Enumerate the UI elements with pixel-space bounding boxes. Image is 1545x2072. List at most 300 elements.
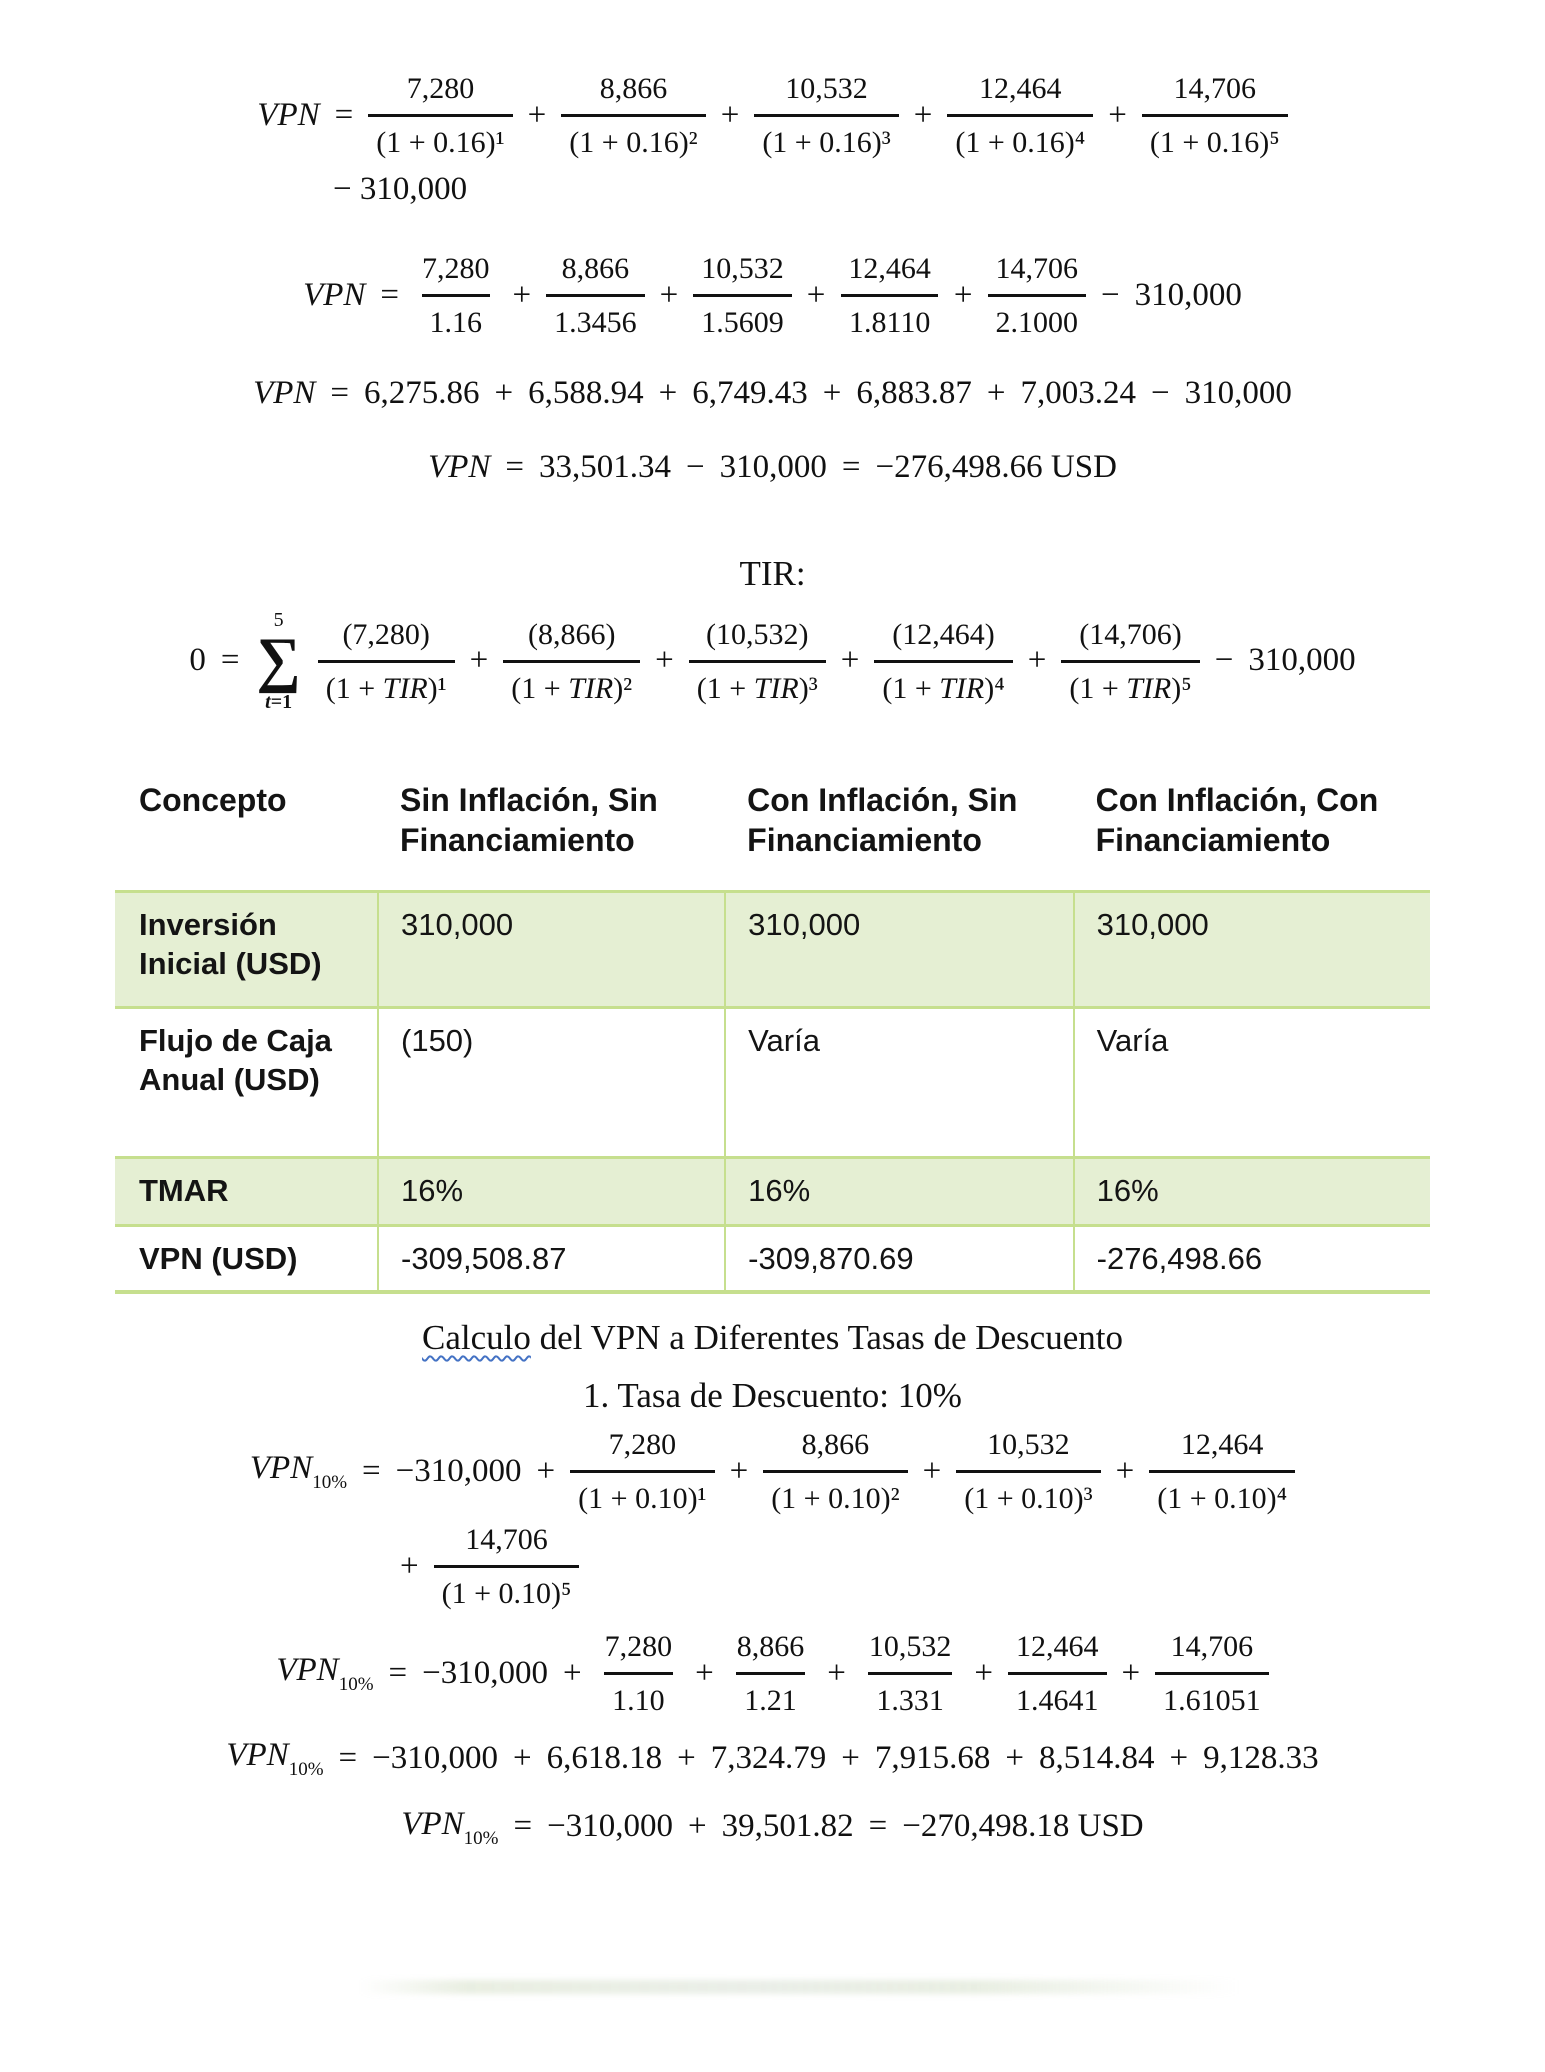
- equation-text: 7,280: [604, 1629, 673, 1663]
- fraction-denominator: [434, 1565, 580, 1610]
- equation-text: [372, 1738, 498, 1779]
- row-label-cell: TMAR: [115, 1158, 378, 1226]
- equation-text: [400, 1546, 419, 1587]
- equation-text: 10,532: [785, 72, 868, 105]
- equation-text: +: [695, 1654, 714, 1691]
- equation-variable: TIR: [753, 671, 799, 705]
- equation-text: +: [953, 277, 973, 314]
- equation-text: 310,000: [1184, 375, 1292, 412]
- equation-vpn10-fractions: [0, 1428, 1545, 1610]
- table-value-cell: (150): [378, 1008, 725, 1158]
- equation-text: −: [1214, 642, 1234, 679]
- equation-text: =: [868, 1808, 888, 1845]
- equation-text: [1122, 1653, 1141, 1694]
- equation-text: 7,324.79: [710, 1739, 827, 1776]
- variable-subscript: 10%: [312, 1472, 348, 1494]
- equation-text: 7,003.24: [1020, 375, 1137, 412]
- equation-text: 8,866: [599, 72, 668, 105]
- equation-text: [730, 1451, 749, 1492]
- equation-text: [303, 275, 365, 316]
- fraction: [956, 1428, 1100, 1515]
- table-value-cell: Varía: [1074, 1008, 1430, 1158]
- fraction: [1008, 1630, 1107, 1717]
- equation-line: [0, 1735, 1545, 1782]
- equation-text: =: [513, 1808, 533, 1845]
- table-value-cell: 16%: [725, 1158, 1073, 1226]
- equation-text: [876, 447, 1117, 488]
- equation-line: [0, 1523, 1545, 1610]
- equation-text: [722, 1806, 854, 1847]
- equation-text: −310,000: [372, 1739, 499, 1776]
- equation-vpn16-fractions: [0, 72, 1545, 210]
- equation-text: =: [380, 277, 400, 314]
- fraction: [1155, 1630, 1269, 1717]
- equation-line: [0, 1804, 1545, 1851]
- equation-text: [514, 1806, 533, 1847]
- equation-text: [875, 1738, 991, 1779]
- equation-text: =: [334, 96, 354, 133]
- equation-text: 5: [273, 608, 284, 631]
- equation-text: 33,501.34: [539, 448, 672, 485]
- fraction-denominator: [874, 660, 1012, 705]
- equation-text: 310,000: [1134, 277, 1242, 314]
- equation-text: 1.3456: [554, 306, 637, 340]
- fraction-denominator: [422, 294, 491, 339]
- equation-text: +: [720, 96, 740, 133]
- equation-text: 1.331: [876, 1683, 944, 1717]
- fraction-denominator: [570, 1470, 714, 1515]
- fraction: [503, 618, 640, 705]
- equation-text: −310,000: [422, 1654, 549, 1691]
- table-header-cell: Sin Inflación, Sin Financiamiento: [378, 774, 725, 892]
- equation-text: [528, 95, 547, 136]
- equation-text: [253, 373, 315, 414]
- equation-text: [720, 447, 827, 488]
- equation-text: 310,000: [1248, 642, 1356, 679]
- fraction: [729, 1630, 813, 1717]
- equation-variable: VPN: [401, 1805, 464, 1842]
- equation-text: (1 + 0.16)²: [569, 126, 698, 159]
- equation-text: +: [806, 277, 826, 314]
- row-label-cell: Flujo de Caja Anual (USD): [139, 1023, 332, 1098]
- calc-heading: [0, 1318, 1545, 1358]
- equation-text: 7,280: [406, 72, 475, 105]
- equation-text: [513, 275, 532, 316]
- table-row: [115, 1226, 1430, 1292]
- equation-text: [856, 373, 972, 414]
- equation-text: [362, 1451, 381, 1492]
- equation-text: [396, 1451, 522, 1492]
- equation-text: +: [659, 277, 679, 314]
- equation-text: (1 +: [1069, 671, 1127, 705]
- equation-text: 1.5609: [701, 306, 784, 340]
- equation-variable: TIR: [568, 671, 614, 705]
- calc-heading-rest: del VPN a Diferentes Tasas de Descuento: [530, 1317, 1123, 1357]
- equation-text: [677, 1738, 696, 1779]
- fraction-numerator: [861, 1630, 960, 1672]
- equation-line: [0, 373, 1545, 414]
- equation-text: (8,866): [527, 617, 616, 651]
- equation-text: 8,866: [561, 252, 630, 286]
- equation-text: 12,464: [979, 72, 1062, 105]
- equation-text: [688, 1806, 707, 1847]
- table-value-cell: 16%: [378, 1158, 725, 1226]
- fraction: [597, 1630, 681, 1717]
- equation-text: (1 +: [511, 671, 569, 705]
- table-value-cell: 16%: [1074, 1158, 1430, 1226]
- fraction-denominator: [1142, 114, 1288, 159]
- equation-text: +: [513, 1739, 532, 1776]
- equation-text: 1.10: [612, 1683, 665, 1717]
- equation-text: [513, 1738, 532, 1779]
- fraction-denominator: [546, 294, 645, 339]
- equation-text: −270,498.18 USD: [902, 1808, 1144, 1845]
- equation-text: (12,464): [892, 617, 995, 651]
- equation-text: 12,464: [1180, 1427, 1264, 1461]
- equation-text: [539, 447, 671, 488]
- fraction-denominator: [1061, 660, 1199, 705]
- equation-text: 8,866: [736, 1629, 805, 1663]
- fraction-numerator: [554, 252, 638, 294]
- fraction-denominator: [503, 660, 640, 705]
- equation-text: 12,464: [1016, 1629, 1099, 1663]
- fraction-numerator: [840, 252, 939, 294]
- equation-text: (1 + 0.10)²: [771, 1481, 900, 1515]
- fraction: [1142, 72, 1288, 159]
- equation-text: [1108, 95, 1127, 136]
- fraction-numerator: [1166, 72, 1265, 114]
- fraction-numerator: [592, 72, 676, 114]
- equation-text: [364, 373, 480, 414]
- equation-line: [0, 72, 1545, 159]
- equation-text: [495, 373, 514, 414]
- tir-heading: TIR:: [739, 553, 806, 593]
- fraction-denominator: [754, 114, 898, 159]
- equation-text: (1 +: [696, 671, 754, 705]
- fraction-denominator: [1155, 1672, 1269, 1717]
- fraction: [763, 1428, 907, 1515]
- table-row: [115, 1008, 1430, 1158]
- equation-text: [974, 1653, 993, 1694]
- equation-text: +: [527, 96, 547, 133]
- equation-text: [257, 95, 319, 136]
- equation-text: +: [400, 1547, 419, 1584]
- sigma-glyph: ∑: [256, 625, 301, 694]
- equation-text: =: [505, 448, 525, 485]
- equation-line: [0, 1630, 1545, 1717]
- equation-text: +: [658, 375, 678, 412]
- equation-text: [1215, 640, 1234, 681]
- equation-text: [1151, 373, 1170, 414]
- table-row: [115, 892, 1430, 1008]
- fraction-numerator: [457, 1523, 556, 1565]
- table-value-cell: -309,870.69: [725, 1226, 1073, 1292]
- equation-text: 8,514.84: [1039, 1739, 1155, 1776]
- fraction-numerator: [698, 618, 816, 660]
- fraction-denominator: [1149, 1470, 1295, 1515]
- equation-text: (1 + 0.10)⁵: [441, 1576, 572, 1610]
- equation-text: [422, 1653, 548, 1694]
- equation-text: −: [1151, 375, 1170, 412]
- fraction-denominator: [763, 1470, 907, 1515]
- equation-text: 14,706: [995, 252, 1079, 286]
- equation-line: [0, 610, 1545, 713]
- summation-lower-limit: [265, 692, 292, 712]
- equation-text: +: [1027, 642, 1047, 679]
- fraction: [561, 72, 705, 159]
- equation-text: =: [338, 1739, 358, 1776]
- fraction-numerator: [334, 618, 437, 660]
- fraction: [434, 1523, 580, 1610]
- equation-vpn10-result: [0, 1804, 1545, 1851]
- equation-text: +: [512, 277, 532, 314]
- fraction-denominator: [841, 294, 938, 339]
- fraction: [947, 72, 1093, 159]
- equation-text: (1 + 0.10)⁴: [1157, 1481, 1288, 1515]
- equation-text: (1 +: [882, 671, 940, 705]
- equation-text: +: [1169, 1739, 1189, 1776]
- fraction: [546, 252, 645, 339]
- equation-text: [692, 373, 808, 414]
- equation-text: [1116, 1451, 1135, 1492]
- table-header-row: [115, 774, 1430, 892]
- summation-symbol: [257, 610, 301, 713]
- equation-text: 6,883.87: [856, 375, 972, 412]
- equation-text: [954, 275, 973, 316]
- fraction-numerator: [399, 72, 483, 114]
- equation-text: 14,706: [465, 1522, 548, 1556]
- equation-text: [655, 640, 674, 681]
- table-header-cell: Con Inflación, Sin Financiamiento: [725, 774, 1073, 892]
- fraction-numerator: [520, 618, 623, 660]
- equation-text: +: [922, 1452, 942, 1489]
- page-bottom-artifact: [360, 1980, 1240, 1994]
- equation-text: 2.1000: [995, 306, 1079, 340]
- equation-text: =: [362, 1452, 381, 1489]
- variable-subscript: 10%: [463, 1827, 499, 1849]
- equation-text: [330, 373, 349, 414]
- table-value-cell: -276,498.66: [1074, 1226, 1430, 1292]
- fraction-denominator: [988, 294, 1087, 339]
- equation-text: +: [1108, 96, 1127, 133]
- table-value-cell: 310,000: [725, 892, 1073, 1008]
- equation-text: )⁴: [984, 671, 1005, 705]
- equation-text: +: [974, 1654, 994, 1691]
- equation-text: (1 + 0.16)³: [762, 126, 891, 159]
- equation-text: =: [841, 448, 861, 485]
- equation-text: 1.8110: [848, 306, 931, 340]
- equation-variable: VPN: [253, 375, 316, 412]
- fraction: [414, 252, 498, 339]
- equation-vpn16-terms: [0, 373, 1545, 414]
- row-label-cell: VPN (USD): [115, 1226, 378, 1292]
- equation-text: [987, 373, 1006, 414]
- fraction-denominator: [1008, 1672, 1107, 1717]
- table-value-cell: 310,000: [1074, 892, 1430, 1008]
- equation-text: [902, 1806, 1143, 1847]
- equation-variable: TIR: [382, 671, 428, 705]
- fraction-numerator: [1163, 1630, 1262, 1672]
- fraction-denominator: [947, 114, 1093, 159]
- equation-text: )¹: [427, 671, 447, 705]
- equation-text: [1185, 373, 1292, 414]
- table-head: [115, 774, 1430, 892]
- fraction: [988, 252, 1087, 339]
- fraction-numerator: [979, 1428, 1078, 1470]
- equation-text: [339, 1738, 358, 1779]
- subscripted-variable: [226, 1735, 323, 1782]
- equation-text: [335, 95, 354, 136]
- equation-text: +: [1005, 1739, 1025, 1776]
- equation-text: 14,706: [1173, 72, 1256, 105]
- equation-text: +: [986, 375, 1006, 412]
- equation-text: (1 + 0.10)³: [964, 1481, 1093, 1515]
- fraction-numerator: [988, 252, 1087, 294]
- equation-text: =: [220, 642, 240, 679]
- fraction-denominator: [604, 1672, 673, 1717]
- equation-text: [428, 447, 490, 488]
- table-body: [115, 892, 1430, 1292]
- table-value-cell: -309,508.87: [378, 1226, 725, 1292]
- equation-text: +: [827, 1654, 846, 1691]
- equation-text: −: [686, 448, 705, 485]
- equation-text: [1101, 275, 1120, 316]
- table-row: [115, 1158, 1430, 1226]
- equation-text: 1.4641: [1016, 1683, 1099, 1717]
- document-page: [0, 72, 1545, 2072]
- equation-text: (7,280): [342, 617, 430, 651]
- fraction-denominator: [868, 1672, 952, 1717]
- equation-vpn16-decimals: [0, 252, 1545, 339]
- fraction-denominator: [689, 660, 826, 705]
- equation-text: [827, 1653, 846, 1694]
- rate-heading: 1. Tasa de Descuento: 10%: [583, 1375, 962, 1415]
- fraction: [1061, 618, 1199, 705]
- equation-text: [1248, 640, 1355, 681]
- equation-text: 12,464: [848, 252, 931, 286]
- subscripted-variable: [250, 1448, 347, 1495]
- equation-text: =: [388, 1654, 408, 1691]
- equation-text: 6,618.18: [546, 1739, 663, 1776]
- fraction-denominator: [368, 114, 512, 159]
- equation-text: [659, 373, 678, 414]
- equation-text: +: [494, 375, 514, 412]
- fraction: [693, 252, 792, 339]
- fraction: [689, 618, 826, 705]
- equation-text: +: [563, 1654, 582, 1691]
- equation-vpn16-result: [0, 447, 1545, 488]
- equation-text: 7,280: [608, 1427, 677, 1461]
- equation-text: [923, 1451, 942, 1492]
- equation-variable: t: [265, 691, 271, 714]
- equation-text: [1135, 275, 1242, 316]
- fraction-denominator: [318, 660, 455, 705]
- equation-text: [869, 1806, 888, 1847]
- fraction-numerator: [729, 1630, 813, 1672]
- equation-line: [0, 1428, 1545, 1515]
- equation-text: 1.21: [744, 1683, 797, 1717]
- variable-subscript: 10%: [338, 1674, 374, 1696]
- equation-text: 14,706: [1170, 1629, 1254, 1663]
- equation-text: −310,000: [395, 1452, 522, 1489]
- equation-vpn10-terms: [0, 1735, 1545, 1782]
- fraction-denominator: [693, 294, 792, 339]
- equation-text: [537, 1451, 556, 1492]
- table-header-cell: Con Inflación, Con Financiamiento: [1074, 774, 1430, 892]
- equation-variable: VPN: [303, 277, 366, 314]
- equation-text: 10,532: [987, 1427, 1070, 1461]
- equation-text: 0: [189, 642, 206, 679]
- fraction-numerator: [693, 252, 792, 294]
- equation-text: 10,532: [701, 252, 784, 286]
- equation-text: [1039, 1738, 1155, 1779]
- fraction: [318, 618, 455, 705]
- equation-text: − 310,000: [333, 171, 468, 207]
- fraction-numerator: [971, 72, 1070, 114]
- equation-text: +: [1121, 1654, 1141, 1691]
- equation-text: [505, 447, 524, 488]
- equation-variable: VPN: [257, 96, 320, 133]
- equation-text: [333, 169, 467, 210]
- equation-text: [528, 373, 644, 414]
- equation-text: [547, 1738, 663, 1779]
- equation-text: [1203, 1738, 1319, 1779]
- equation-text: [841, 1738, 860, 1779]
- equation-text: 6,275.86: [364, 375, 480, 412]
- equation-text: 6,588.94: [528, 375, 644, 412]
- variable-subscript: 10%: [288, 1758, 324, 1780]
- equation-text: [389, 1653, 408, 1694]
- table-value-cell: 310,000: [378, 892, 725, 1008]
- equation-text: [823, 373, 842, 414]
- equation-text: (1 + 0.16)⁵: [1149, 126, 1280, 159]
- equation-variable: TIR: [939, 671, 985, 705]
- row-label-cell: Inversión Inicial (USD): [115, 892, 378, 1008]
- fraction: [368, 72, 512, 159]
- fraction-denominator: [561, 114, 705, 159]
- equation-line: [0, 252, 1545, 339]
- equation-text: [1170, 1738, 1189, 1779]
- equation-variable: VPN: [428, 448, 491, 485]
- equation-line: [0, 169, 1545, 210]
- equation-vpn10-decimals: [0, 1630, 1545, 1717]
- table-header-cell: Concepto: [115, 774, 378, 892]
- equation-text: [1005, 1738, 1024, 1779]
- equation-text: +: [841, 1739, 860, 1776]
- equation-text: +: [840, 642, 860, 679]
- equation-text: [660, 275, 679, 316]
- equation-text: [711, 1738, 827, 1779]
- equation-text: +: [688, 1808, 707, 1845]
- equation-text: [842, 447, 861, 488]
- equation-text: [470, 640, 489, 681]
- subscripted-variable: [401, 1804, 498, 1851]
- equation-text: +: [655, 642, 674, 679]
- equation-text: [221, 640, 240, 681]
- equation-line: [0, 447, 1545, 488]
- fraction-denominator: [956, 1470, 1100, 1515]
- equation-text: (10,532): [706, 617, 809, 651]
- equation-text: (1 + 0.16)⁴: [955, 126, 1086, 159]
- equation-text: 8,866: [801, 1427, 870, 1461]
- equation-text: +: [536, 1452, 556, 1489]
- fraction-numerator: [794, 1428, 878, 1470]
- equation-text: [189, 640, 206, 681]
- fraction-numerator: [777, 72, 876, 114]
- comparison-table: [115, 774, 1430, 1294]
- equation-text: +: [822, 375, 842, 412]
- equation-text: 1.16: [429, 306, 483, 340]
